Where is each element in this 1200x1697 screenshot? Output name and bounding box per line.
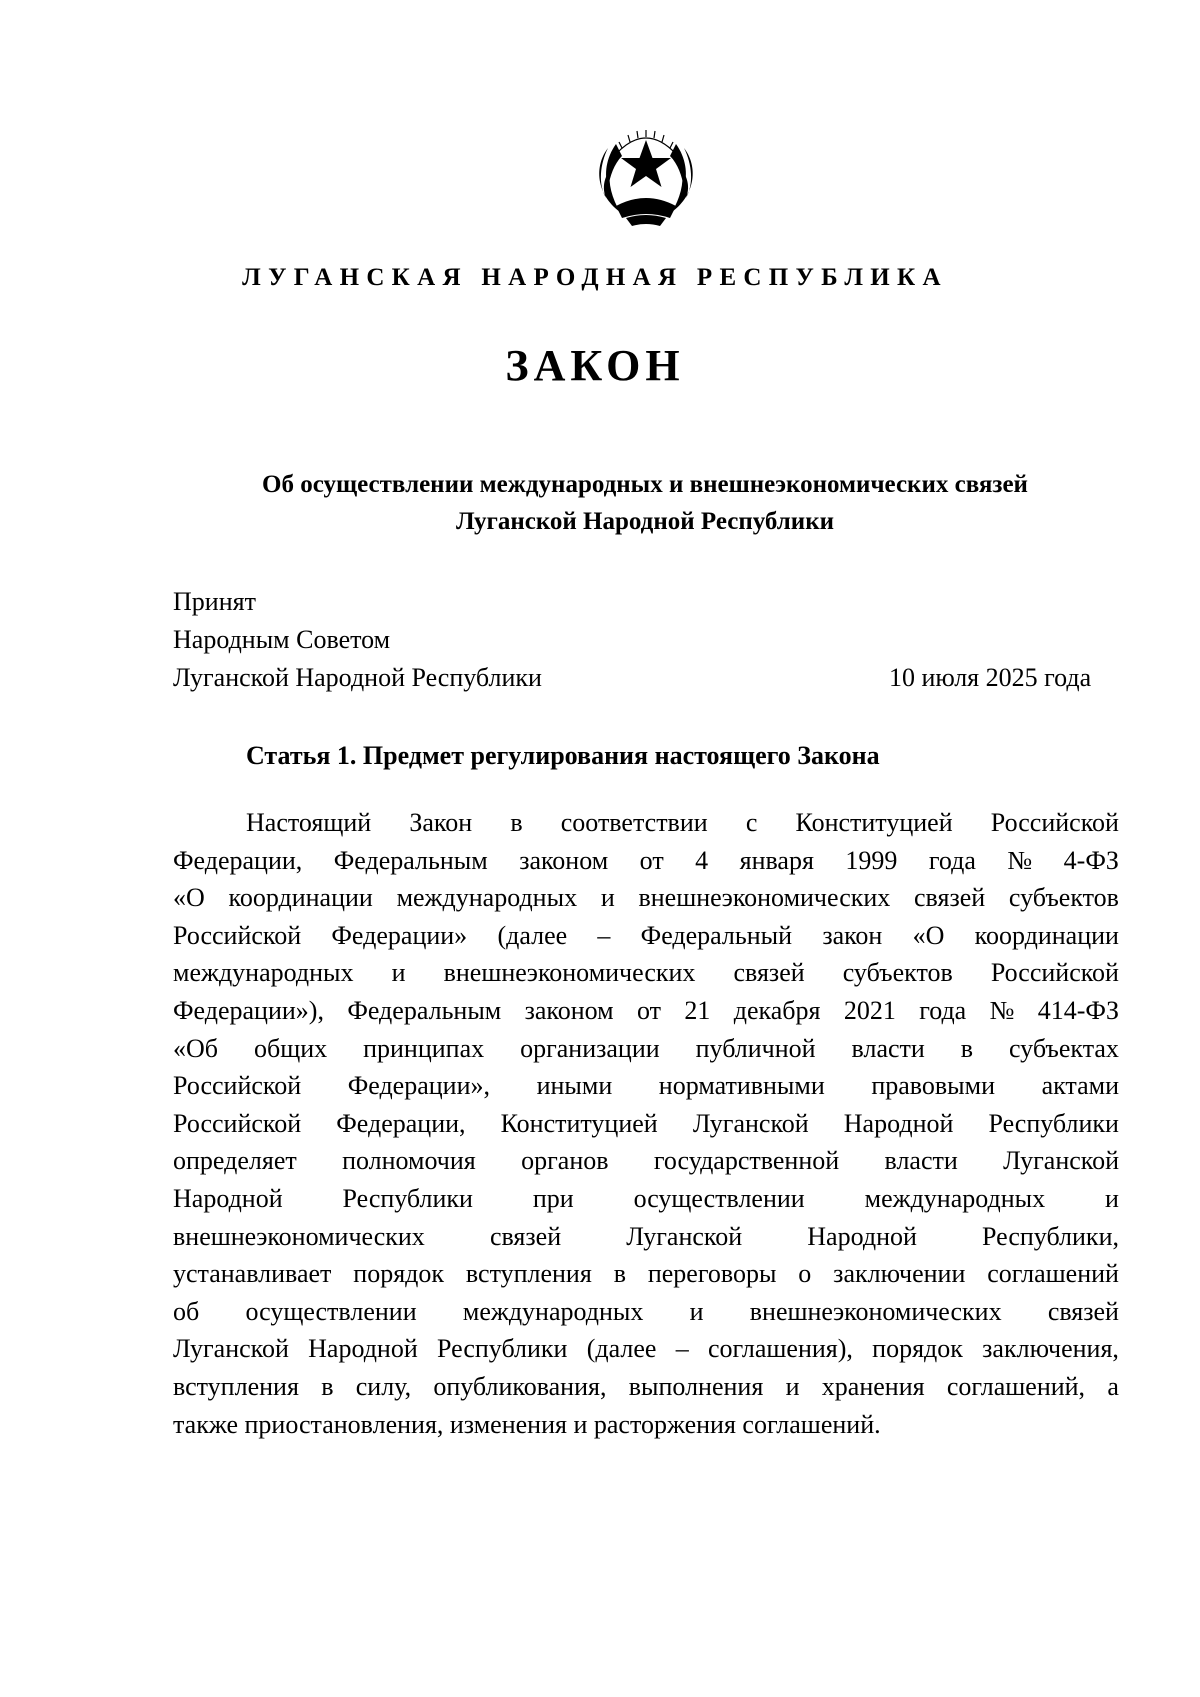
word: координации: [228, 883, 373, 913]
paragraph-line: [173, 1142, 1119, 1180]
paragraph-line: [173, 1030, 1119, 1068]
word: нормативными: [658, 1071, 825, 1101]
word: от: [636, 995, 662, 1025]
word: в: [321, 1371, 334, 1401]
word: органов: [521, 1146, 609, 1176]
word: публичной: [695, 1033, 816, 1063]
adoption-date: 10 июля 2025 года: [889, 663, 1092, 692]
word: от: [639, 845, 664, 875]
word: Республики,: [982, 1221, 1119, 1251]
word: определяет: [173, 1146, 297, 1176]
word: №: [1007, 845, 1033, 875]
word: Луганской: [692, 1108, 809, 1138]
word: устанавливает: [173, 1259, 332, 1289]
word: выполнения: [628, 1371, 764, 1401]
paragraph-line: [173, 917, 1119, 955]
word: при: [532, 1183, 574, 1213]
word: полномочия: [342, 1146, 476, 1176]
word: субъектов: [1008, 883, 1119, 913]
word: власти: [884, 1146, 958, 1176]
word: Российской: [173, 920, 302, 950]
word: иными: [536, 1071, 613, 1101]
word: внешнеэкономических: [443, 958, 696, 988]
republic-name: ЛУГАНСКАЯ НАРОДНАЯ РЕСПУБЛИКА: [242, 264, 948, 291]
paragraph-line: [173, 992, 1119, 1030]
word: переговоры: [647, 1259, 777, 1289]
word: с: [745, 808, 758, 837]
word: Российской: [173, 1071, 302, 1101]
word: и: [600, 883, 615, 913]
word: заключения,: [982, 1334, 1119, 1364]
article-heading: Статья 1. Предмет регулирования настоящего Закона: [246, 741, 880, 770]
word: силу,: [355, 1371, 412, 1401]
word: а: [1107, 1371, 1119, 1401]
word: международных: [864, 1183, 1046, 1213]
word: года: [928, 845, 976, 875]
word: Конституцией: [500, 1108, 658, 1138]
adoption-line: Народным Советом: [173, 625, 391, 654]
document-type: ЗАКОН: [505, 341, 685, 390]
paragraph-line: также приостановления, изменения и расторжения соглашений.: [173, 1409, 881, 1439]
article-body: [173, 804, 1119, 1443]
word: 4-ФЗ: [1063, 845, 1119, 875]
word: организации: [520, 1033, 660, 1063]
word: в: [613, 1259, 626, 1289]
word: декабря: [733, 995, 821, 1025]
word: соглашения),: [707, 1334, 853, 1364]
word: власти: [851, 1033, 925, 1063]
word: субъектах: [1008, 1033, 1119, 1063]
word: о: [798, 1259, 812, 1289]
word: об: [173, 1296, 200, 1326]
word: –: [597, 920, 611, 950]
word: Настоящий: [246, 808, 372, 837]
word: хранения: [821, 1371, 925, 1401]
word: в: [510, 808, 523, 837]
word: заключении: [833, 1259, 966, 1289]
word: №: [989, 995, 1015, 1025]
word: Закон: [409, 808, 473, 837]
word: Федеральным: [347, 995, 502, 1025]
paragraph-line: [173, 1105, 1119, 1143]
paragraph-line: [173, 879, 1119, 917]
word: января: [739, 845, 814, 875]
word: 4: [695, 845, 709, 875]
paragraph-line: [173, 1180, 1119, 1218]
word: (далее: [497, 920, 568, 950]
word: порядок: [353, 1259, 445, 1289]
adoption-line: Принят: [173, 587, 256, 616]
word: опубликования,: [433, 1371, 607, 1401]
adoption-block: [173, 583, 542, 697]
word: «Об: [173, 1033, 219, 1063]
word: Народной: [308, 1334, 418, 1364]
paragraph-line: [173, 1255, 1119, 1293]
word: принципах: [363, 1033, 485, 1063]
paragraph-line: [173, 1368, 1119, 1406]
word: координации: [974, 920, 1119, 950]
lpr-coat-of-arms-icon: [586, 118, 706, 230]
word: субъектов: [842, 958, 953, 988]
word: Конституцией: [795, 808, 953, 837]
word: государственной: [653, 1146, 840, 1176]
paragraph-line: [173, 1218, 1119, 1256]
law-subject-line: Об осуществлении международных и внешнеэкономических связей: [262, 471, 1028, 498]
word: правовыми: [871, 1071, 995, 1101]
word: Республики: [437, 1334, 568, 1364]
word: связей: [489, 1221, 562, 1251]
word: международных: [462, 1296, 644, 1326]
word: актами: [1041, 1071, 1119, 1101]
word: связей: [1047, 1296, 1119, 1326]
paragraph-line: [173, 1293, 1119, 1331]
word: общих: [253, 1033, 328, 1063]
word: 2021: [843, 995, 896, 1025]
word: Луганской: [173, 1334, 289, 1364]
word: Народной: [807, 1221, 917, 1251]
word: международных: [396, 883, 578, 913]
word: соглашений,: [946, 1371, 1086, 1401]
law-subject: [160, 466, 1130, 540]
word: года: [919, 995, 967, 1025]
word: осуществлении: [245, 1296, 417, 1326]
word: и: [1105, 1183, 1119, 1213]
word: в: [960, 1033, 974, 1063]
word: Федерации,: [336, 1108, 466, 1138]
word: Федерации»,: [347, 1071, 490, 1101]
word: Российской: [173, 1108, 302, 1138]
word: осуществлении: [633, 1183, 805, 1213]
word: внешнеэкономических: [638, 883, 891, 913]
word: Республики: [988, 1108, 1119, 1138]
word: –: [675, 1334, 689, 1364]
word: Республики: [342, 1183, 473, 1213]
word: и: [391, 958, 406, 988]
word: 414-ФЗ: [1037, 995, 1119, 1025]
word: Федерации,: [173, 845, 303, 875]
word: «О: [173, 883, 205, 913]
word: Народной: [843, 1108, 954, 1138]
paragraph-line: [173, 954, 1119, 992]
word: вступления: [465, 1259, 592, 1289]
word: законом: [519, 845, 609, 875]
paragraph-line: [173, 842, 1119, 880]
law-subject-line: Луганской Народной Республики: [455, 508, 835, 535]
paragraph-line: [173, 804, 1119, 842]
word: Федеральный: [640, 920, 793, 950]
paragraph-line: [173, 1067, 1119, 1105]
word: соглашений: [987, 1259, 1119, 1289]
word: внешнеэкономических: [173, 1221, 425, 1251]
paragraph-line: [173, 1330, 1119, 1368]
word: (далее: [586, 1334, 657, 1364]
word: связей: [733, 958, 805, 988]
word: Луганской: [1003, 1146, 1119, 1176]
word: международных: [173, 958, 354, 988]
word: и: [785, 1371, 800, 1401]
word: соответствии: [560, 808, 708, 837]
word: и: [689, 1296, 704, 1326]
word: вступления: [173, 1371, 299, 1401]
word: 21: [684, 995, 711, 1025]
word: «О: [912, 920, 945, 950]
word: порядок: [872, 1334, 963, 1364]
word: Федеральным: [333, 845, 488, 875]
word: закон: [822, 920, 883, 950]
word: связей: [914, 883, 986, 913]
word: Федерации»),: [173, 995, 324, 1025]
word: Российской: [990, 958, 1119, 988]
word: 1999: [845, 845, 898, 875]
word: Народной: [173, 1183, 283, 1213]
word: Российской: [990, 808, 1119, 837]
word: Луганской: [626, 1221, 743, 1251]
word: законом: [524, 995, 614, 1025]
word: внешнеэкономических: [749, 1296, 1002, 1326]
word: Федерации»: [331, 920, 468, 950]
adoption-line: Луганской Народной Республики: [173, 663, 542, 692]
